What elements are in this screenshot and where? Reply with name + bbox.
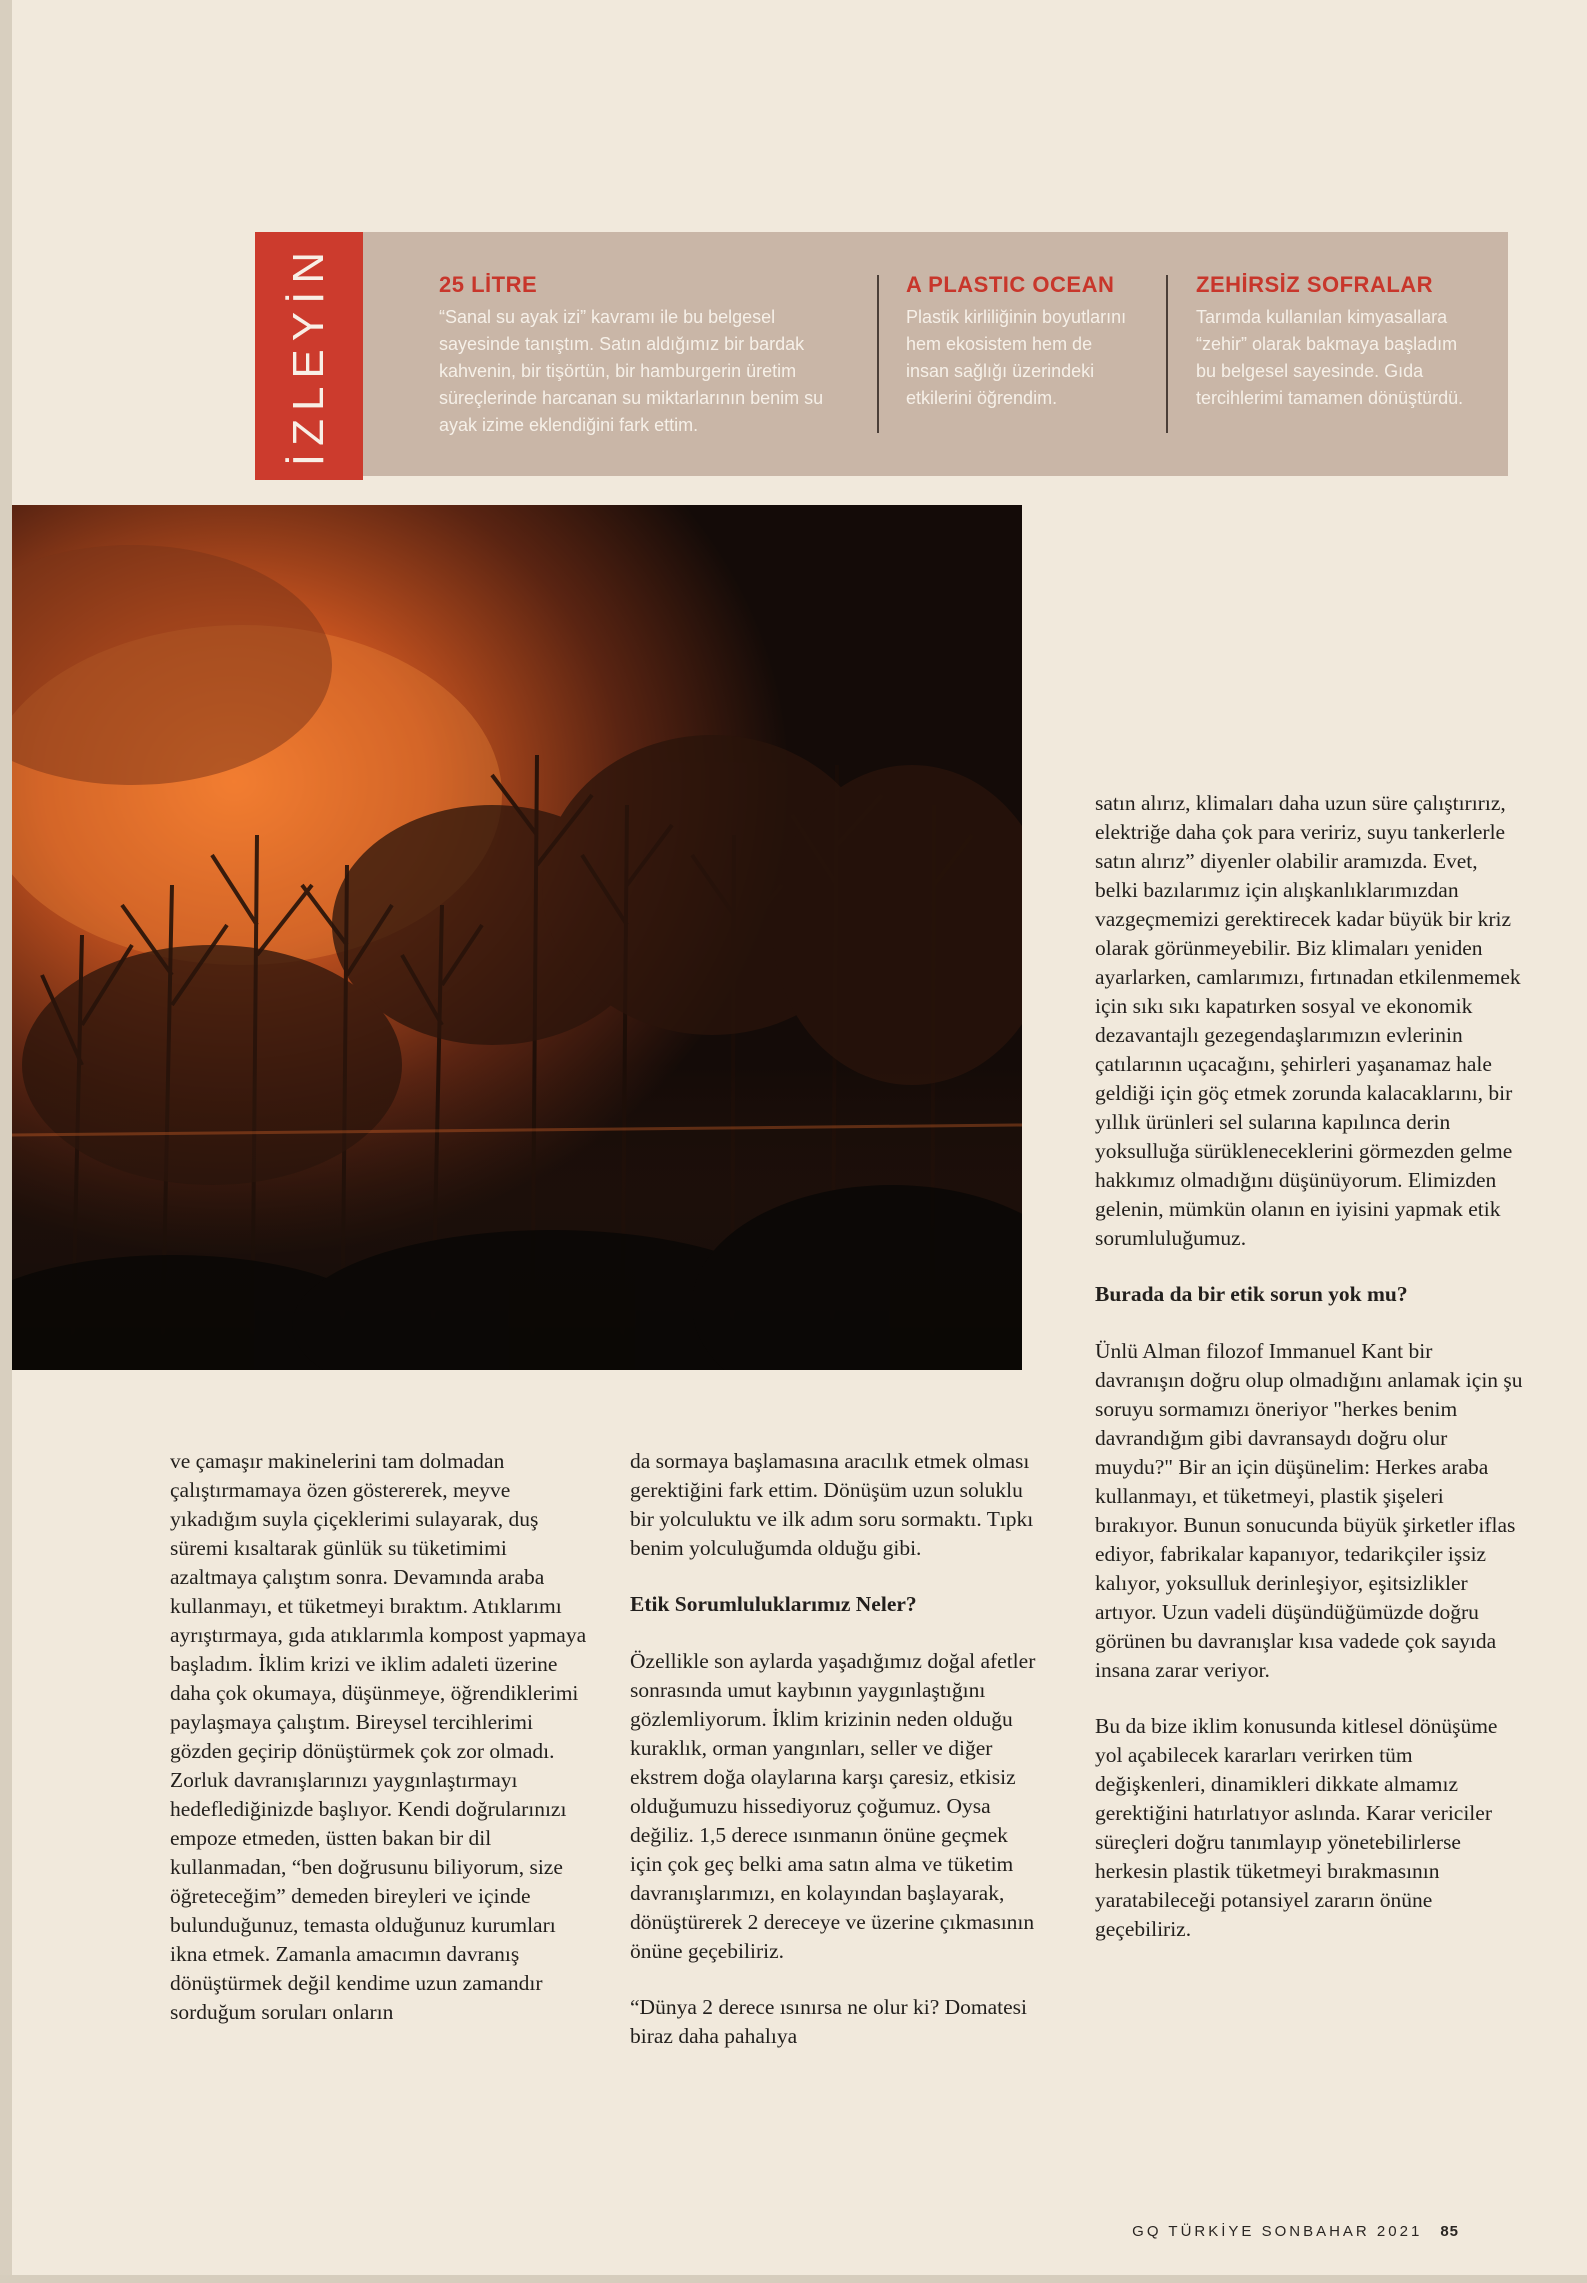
section-heading: Burada da bir etik sorun yok mu?: [1095, 1282, 1408, 1306]
section-label: İZLEYİN: [284, 243, 333, 467]
publication-name: GQ TÜRKİYE SONBAHAR 2021: [1132, 2223, 1423, 2240]
recommendation-title: ZEHİRSİZ SOFRALAR: [1196, 272, 1434, 297]
page-footer: [1132, 2223, 1459, 2240]
recommendation-text: Plastik kirliliğinin boyutlarını hem ekosistem hem de insan sağlığı üzerindeki etkilerini öğrendim.: [906, 307, 1127, 408]
recommendation-text: “Sanal su ayak izi” kavramı ile bu belgesel sayesinde tanıştım. Satın aldığımız bir bardak kahvenin, bir tişörtün, bir hamburgerin üretim süreçlerinde harcanan su miktarlarının benim su ayak izime eklendiğini fark ettim.: [439, 307, 824, 435]
body-paragraph: Ünlü Alman filozof Immanuel Kant bir davranışın doğru olup olmadığını anlamak için şu soruyu sormamızı öneriyor "herkes benim davrandığım gibi davransaydı doğru olur muydu?" Bir an için düşünelim: Herkes araba kullanmayı, et tüketmeyi, plastik şişeleri bırakıyor. Bunun sonucunda büyük şirketler iflas ediyor, fabrikalar kapanıyor, tedarikçiler işsiz kalıyor, yoksulluk derinleşiyor, eşitsizlikler artıyor. Uzun vadeli düşündüğümüzde doğru görünen bu davranışlar kısa vadede çok sayıda insana zarar veriyor.: [1095, 1339, 1523, 1682]
recommendation-25-litre: [439, 272, 859, 439]
middle-column: [630, 1447, 1045, 2078]
body-paragraph: Özellikle son aylarda yaşadığımız doğal afetler sonrasında umut kaybının yaygınlaştığını gözlemliyorum. İklim krizinin neden olduğu kuraklık, orman yangınları, seller ve diğer ekstrem doğa olaylarına karşı çaresiz, etkisiz olduğumuzu hissediyoruz çoğumuz. Oysa değiliz. 1,5 derece ısınmanın önüne geçmek için çok geç belki ama satın alma ve tüketim davranışlarımızı, en kolayından başlayarak, dönüştürerek 2 dereceye ve üzerine çıkmasının önüne geçebiliriz.: [630, 1649, 1036, 1963]
recommendation-zehirsiz-sofralar: [1196, 272, 1476, 412]
recommendation-text: Tarımda kullanılan kimyasallara “zehir” olarak bakmaya başladım bu belgesel sayesinde. Gıda tercihlerimi tamamen dönüştürdü.: [1196, 307, 1464, 408]
right-column: [1095, 789, 1525, 1971]
page-bottom-edge: [0, 2275, 1587, 2283]
page-edge: [0, 0, 12, 2283]
body-paragraph: ve çamaşır makinelerini tam dolmadan çalıştırmamaya özen göstererek, meyve yıkadığım suyla çiçeklerimi sulayarak, duş süremi kısaltarak günlük su tüketimimi azaltmaya çalıştım sonra. Devamında araba kullanmayı, et tüketmeyi bıraktım. Atıklarımı ayrıştırmaya, gıda atıklarımla kompost yapmaya başladım. İklim krizi ve iklim adaleti üzerine daha çok okumaya, düşünmeye, öğrendiklerimi paylaşmaya çalıştım. Bireysel tercihlerimi gözden geçirip dönüştürmek çok zor olmadı. Zorluk davranışlarınızı yaygınlaştırmayı hedeflediğinizde başlıyor. Kendi doğrularınızı empoze etmeden, üstten bakan bir dil kullanmadan, “ben doğrusunu biliyorum, size öğreteceğim” demeden bireyleri ve içinde bulunduğunuz, temasta olduğunuz kurumları ikna etmek. Zamanla amacımın davranış dönüştürmek değil kendime uzun zamandır sorduğum soruları onların: [170, 1449, 587, 2024]
body-paragraph: Bu da bize iklim konusunda kitlesel dönüşüme yol açabilecek kararları verirken tüm değişkenleri, dinamikleri dikkate almamız gerektiğini hatırlatıyor aslında. Karar vericiler süreçleri doğru tanımlayıp yönetebilirlerse herkesin plastik tüketmeyi bırakmasının yaratabileceği potansiyel zararın önüne geçebiliriz.: [1095, 1714, 1498, 1941]
body-paragraph: “Dünya 2 derece ısınırsa ne olur ki? Domatesi biraz daha pahalıya: [630, 1995, 1028, 2048]
column-divider: [1166, 275, 1168, 433]
recommendation-a-plastic-ocean: [906, 272, 1131, 412]
recommendation-title: A PLASTIC OCEAN: [906, 272, 1115, 297]
body-paragraph: da sormaya başlamasına aracılık etmek olması gerektiğini fark ettim. Dönüşüm uzun soluklu bir yolculuktu ve ilk adım soru sormaktı. Tıpkı benim yolculuğumda olduğu gibi.: [630, 1449, 1034, 1560]
forest-fire-photo: [12, 505, 1022, 1370]
left-column: [170, 1447, 590, 2054]
section-heading: Etik Sorumluluklarımız Neler?: [630, 1592, 917, 1616]
recommendation-title: 25 LİTRE: [439, 272, 538, 297]
page-number: 85: [1440, 2223, 1459, 2240]
column-divider: [877, 275, 879, 433]
body-paragraph: satın alırız, klimaları daha uzun süre çalıştırırız, elektriğe daha çok para veririz, suyu tankerlerle satın alırız” diyenler olabilir aramızda. Evet, belki bazılarımız için alışkanlıklarımızdan vazgeçmemizi gerektirecek kadar büyük bir kriz olarak görünmeyebilir. Biz klimaları yeniden ayarlarken, camlarımızı, fırtınadan etkilenmemek için sıkı sıkı kapatırken sosyal ve ekonomik dezavantajlı gezegendaşlarımızın evlerinin çatılarının uçacağını, şehirleri yaşanamaz hale geldiği için göç etmek zorunda kalacaklarını, bir yıllık ürünleri sel sularına kapılınca derin yoksulluğa sürükleneceklerini görmezden gelme hakkımız olmadığını düşünüyorum. Elimizden gelenin, mümkün olanın en iyisini yapmak etik sorumluluğumuz.: [1095, 791, 1521, 1250]
